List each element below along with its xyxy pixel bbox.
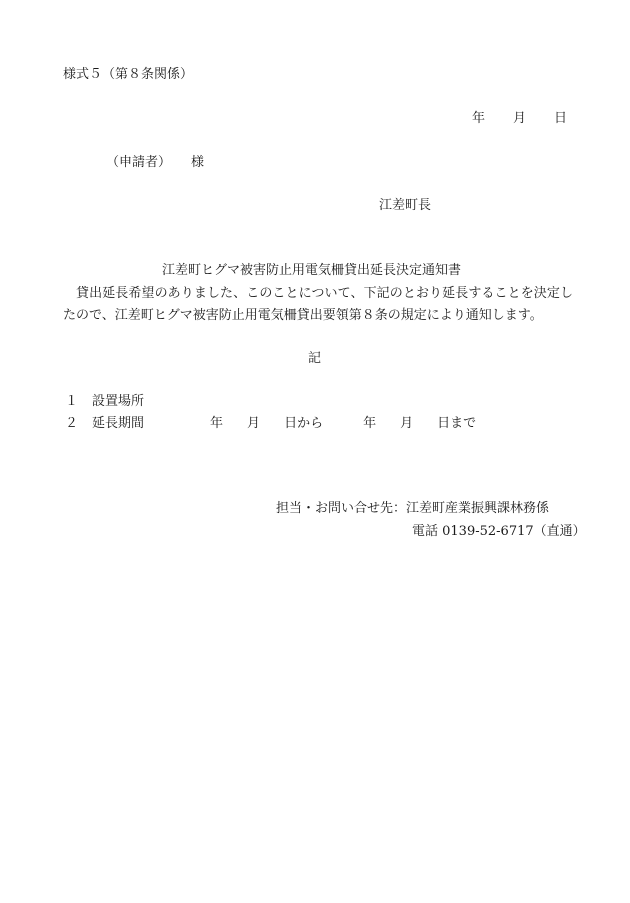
ki-heading: 記 [308, 351, 322, 366]
item-number: １ [65, 394, 79, 409]
from-day: 日から [284, 416, 324, 431]
contact-line: 担当・お問い合せ先：江差町産業振興課林務係 [276, 501, 550, 516]
date-month: 月 [513, 111, 527, 126]
list-item-location [65, 393, 144, 411]
body-paragraph: 貸出延長希望のありました、このことについて、下記のとおり延長することを決定したので、江差町ヒグマ被害防止用電気柵貸出要領第８条の規定により通知します。 [63, 286, 573, 323]
contact-phone: 電話 0139-52-6717（直通） [412, 524, 586, 539]
issuer: 江差町長 [379, 198, 432, 213]
addressee-line [106, 154, 204, 172]
list-item-period [65, 415, 476, 433]
honorific: 様 [191, 155, 205, 170]
document-title: 江差町ヒグマ被害防止用電気柵貸出延長決定通知書 [162, 263, 462, 278]
to-month: 月 [400, 416, 414, 431]
date-line [472, 110, 567, 128]
item-label: 設置場所 [92, 394, 145, 409]
from-month: 月 [247, 416, 261, 431]
to-year: 年 [363, 416, 377, 431]
item-label: 延長期間 [92, 416, 145, 431]
applicant-label: （申請者） [106, 155, 172, 170]
to-day: 日まで [437, 416, 477, 431]
from-year: 年 [210, 416, 224, 431]
form-label: 様式５（第８条関係） [63, 67, 194, 82]
date-day: 日 [554, 111, 568, 126]
date-year: 年 [472, 111, 486, 126]
item-number: ２ [65, 416, 79, 431]
body-text [63, 283, 573, 327]
